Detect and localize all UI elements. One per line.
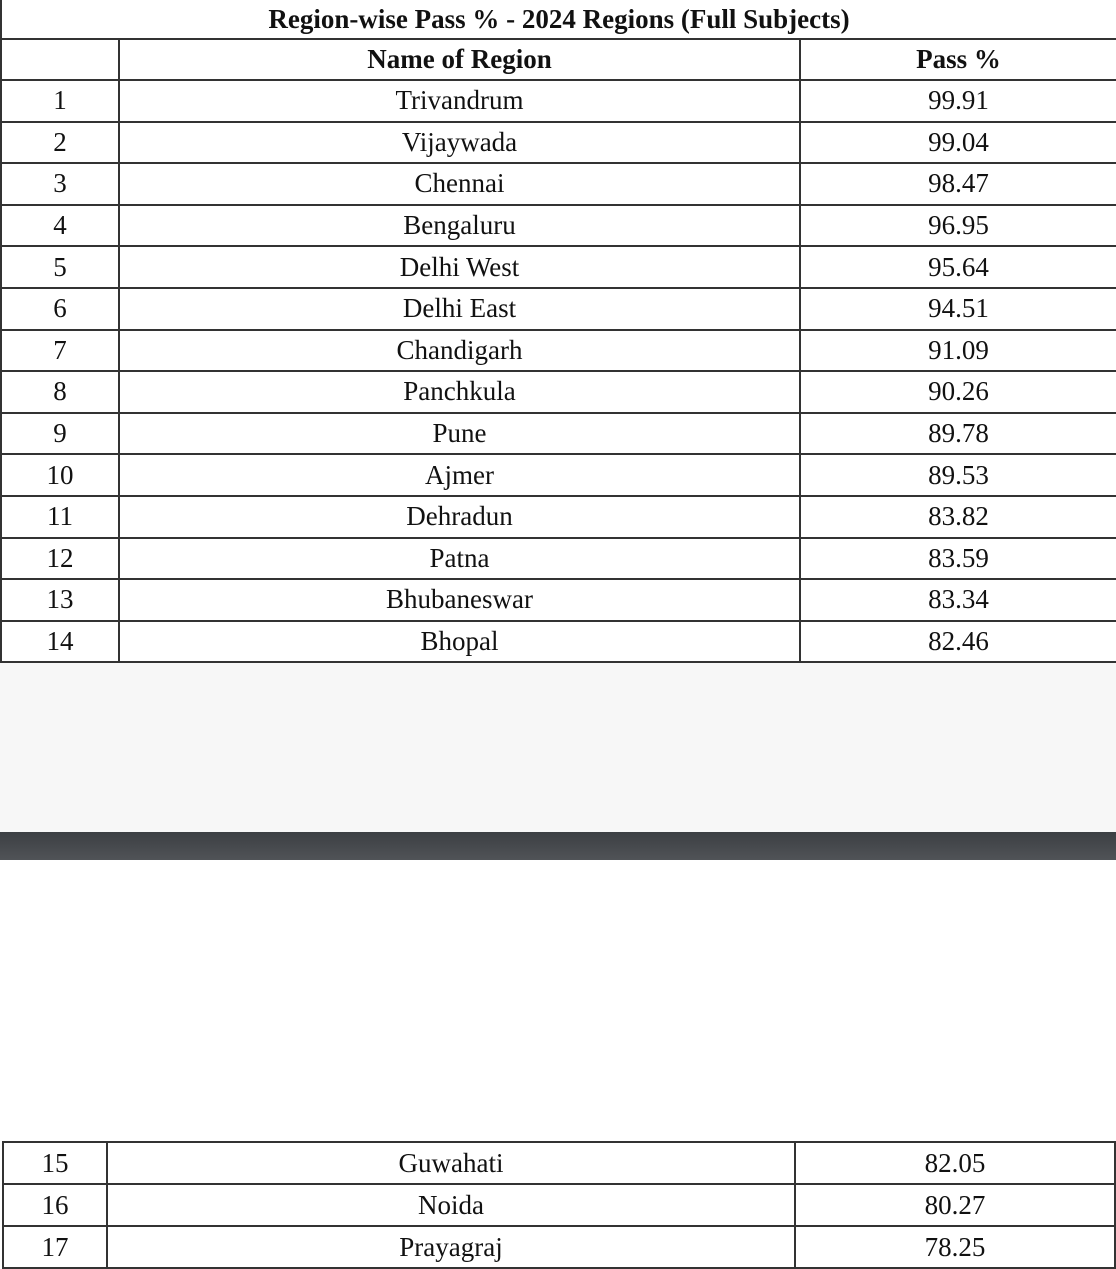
row-region-name: Delhi East <box>119 288 800 330</box>
row-serial-number: 3 <box>1 163 119 205</box>
table-row <box>3 1226 1115 1268</box>
row-pass-percent: 99.04 <box>800 122 1116 164</box>
row-serial-number: 11 <box>1 496 119 538</box>
table-row <box>3 1142 1115 1184</box>
table-header-row <box>1 39 1116 80</box>
row-region-name: Trivandrum <box>119 80 800 122</box>
header-serial <box>1 39 119 80</box>
row-serial-number: 5 <box>1 246 119 288</box>
table-row <box>1 371 1116 413</box>
row-region-name: Bhubaneswar <box>119 579 800 621</box>
header-region-name: Name of Region <box>119 39 800 80</box>
row-region-name: Prayagraj <box>107 1226 795 1268</box>
table-row <box>1 538 1116 580</box>
table-row <box>1 80 1116 122</box>
row-region-name: Chennai <box>119 163 800 205</box>
header-pass-percent: Pass % <box>800 39 1116 80</box>
table-row <box>3 1184 1115 1226</box>
row-region-name: Patna <box>119 538 800 580</box>
row-pass-percent: 96.95 <box>800 205 1116 247</box>
row-pass-percent: 94.51 <box>800 288 1116 330</box>
table-row <box>1 454 1116 496</box>
row-region-name: Vijaywada <box>119 122 800 164</box>
row-region-name: Chandigarh <box>119 330 800 372</box>
row-serial-number: 17 <box>3 1226 107 1268</box>
table-row <box>1 413 1116 455</box>
row-pass-percent: 89.53 <box>800 454 1116 496</box>
page-divider <box>0 832 1116 860</box>
row-pass-percent: 90.26 <box>800 371 1116 413</box>
row-serial-number: 15 <box>3 1142 107 1184</box>
row-pass-percent: 98.47 <box>800 163 1116 205</box>
row-serial-number: 13 <box>1 579 119 621</box>
table-title-row <box>1 0 1116 39</box>
row-region-name: Bengaluru <box>119 205 800 247</box>
row-serial-number: 14 <box>1 621 119 663</box>
row-region-name: Delhi West <box>119 246 800 288</box>
row-serial-number: 4 <box>1 205 119 247</box>
table-row <box>1 246 1116 288</box>
table-row <box>1 288 1116 330</box>
table-row <box>1 496 1116 538</box>
row-serial-number: 16 <box>3 1184 107 1226</box>
document-page-bottom <box>0 860 1116 1268</box>
row-serial-number: 2 <box>1 122 119 164</box>
row-pass-percent: 83.82 <box>800 496 1116 538</box>
row-pass-percent: 83.34 <box>800 579 1116 621</box>
table-row <box>1 621 1116 663</box>
table-row <box>1 330 1116 372</box>
row-serial-number: 8 <box>1 371 119 413</box>
row-serial-number: 10 <box>1 454 119 496</box>
table-row <box>1 122 1116 164</box>
table-title: Region-wise Pass % - 2024 Regions (Full Subjects) <box>1 0 1116 39</box>
row-pass-percent: 95.64 <box>800 246 1116 288</box>
row-serial-number: 1 <box>1 80 119 122</box>
row-region-name: Guwahati <box>107 1142 795 1184</box>
row-serial-number: 6 <box>1 288 119 330</box>
row-pass-percent: 91.09 <box>800 330 1116 372</box>
row-region-name: Dehradun <box>119 496 800 538</box>
row-pass-percent: 89.78 <box>800 413 1116 455</box>
row-region-name: Bhopal <box>119 621 800 663</box>
row-pass-percent: 82.05 <box>795 1142 1115 1184</box>
row-region-name: Pune <box>119 413 800 455</box>
row-region-name: Noida <box>107 1184 795 1226</box>
row-pass-percent: 78.25 <box>795 1226 1115 1268</box>
row-serial-number: 7 <box>1 330 119 372</box>
row-serial-number: 9 <box>1 413 119 455</box>
row-pass-percent: 99.91 <box>800 80 1116 122</box>
table-row <box>1 205 1116 247</box>
row-region-name: Panchkula <box>119 371 800 413</box>
pass-percentage-table-continued <box>2 1141 1116 1269</box>
row-region-name: Ajmer <box>119 454 800 496</box>
table-row <box>1 579 1116 621</box>
row-pass-percent: 80.27 <box>795 1184 1115 1226</box>
row-pass-percent: 82.46 <box>800 621 1116 663</box>
table-row <box>1 163 1116 205</box>
row-pass-percent: 83.59 <box>800 538 1116 580</box>
row-serial-number: 12 <box>1 538 119 580</box>
